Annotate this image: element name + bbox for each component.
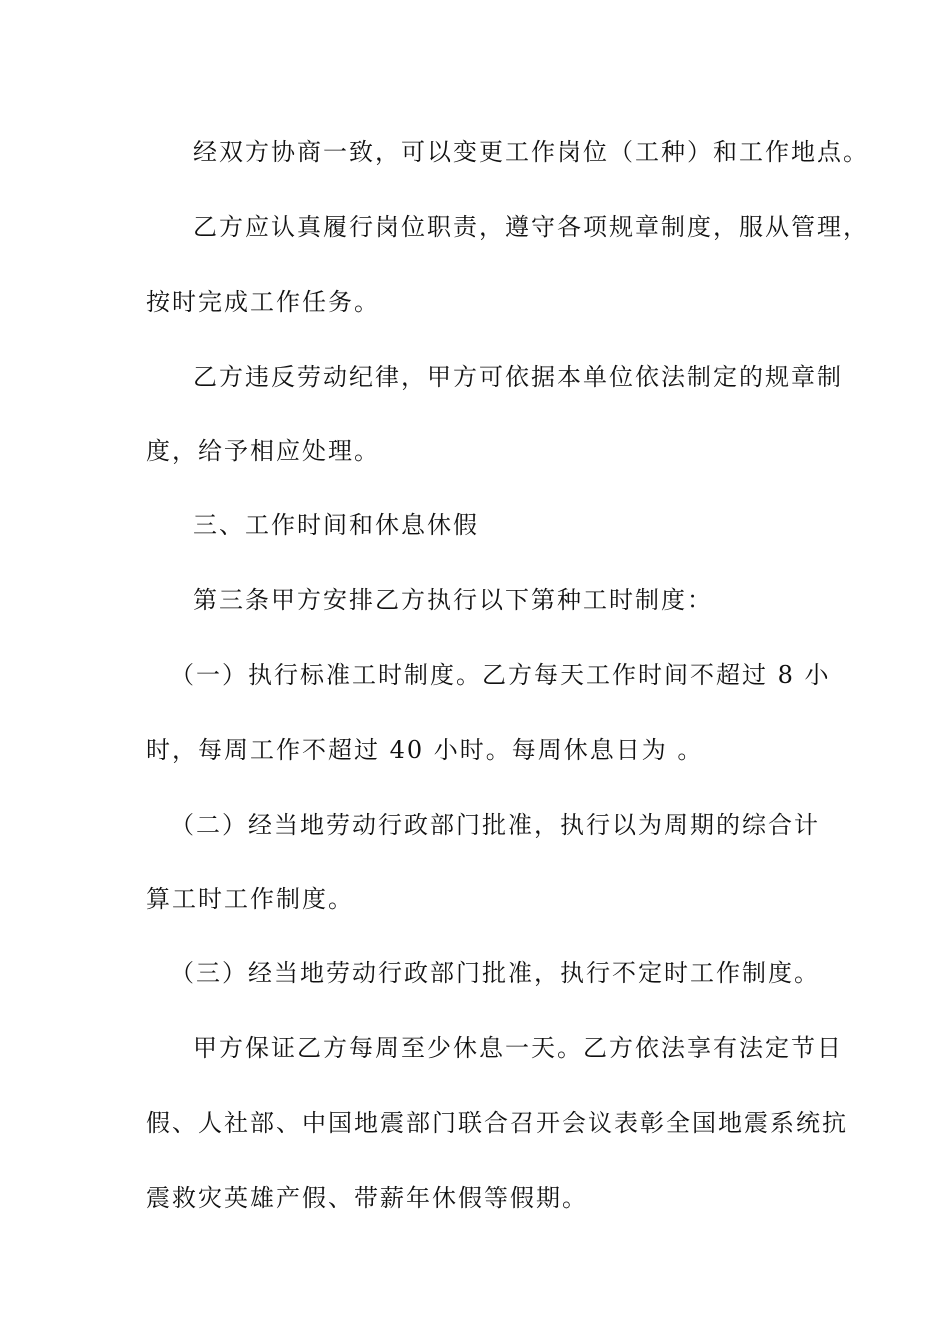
paragraph-line: 乙方应认真履行岗位职责，遵守各项规章制度，服从管理，: [193, 213, 869, 241]
paragraph-line: 度，给予相应处理。: [146, 437, 380, 465]
paragraph-line: （三）经当地劳动行政部门批准，执行不定时工作制度。: [170, 959, 820, 987]
paragraph-line: 震救灾英雄产假、带薪年休假等假期。: [146, 1184, 588, 1212]
paragraph-line: （二）经当地劳动行政部门批准，执行以为周期的综合计: [170, 811, 820, 839]
paragraph-line: 假、人社部、中国地震部门联合召开会议表彰全国地震系统抗: [146, 1109, 848, 1137]
paragraph-line: 时，每周工作不超过 40 小时。每周休息日为 。: [146, 736, 704, 764]
paragraph-line: 算工时工作制度。: [146, 885, 354, 913]
paragraph-line: 经双方协商一致，可以变更工作岗位（工种）和工作地点。: [193, 138, 869, 166]
section-heading: 三、工作时间和休息休假: [193, 511, 479, 539]
article-heading: 第三条甲方安排乙方执行以下第种工时制度：: [193, 586, 713, 614]
paragraph-line: 甲方保证乙方每周至少休息一天。乙方依法享有法定节日: [193, 1034, 843, 1062]
paragraph-line: 乙方违反劳动纪律，甲方可依据本单位依法制定的规章制: [193, 363, 843, 391]
paragraph-line: （一）执行标准工时制度。乙方每天工作时间不超过 8 小: [170, 661, 831, 689]
paragraph-line: 按时完成工作任务。: [146, 288, 380, 316]
